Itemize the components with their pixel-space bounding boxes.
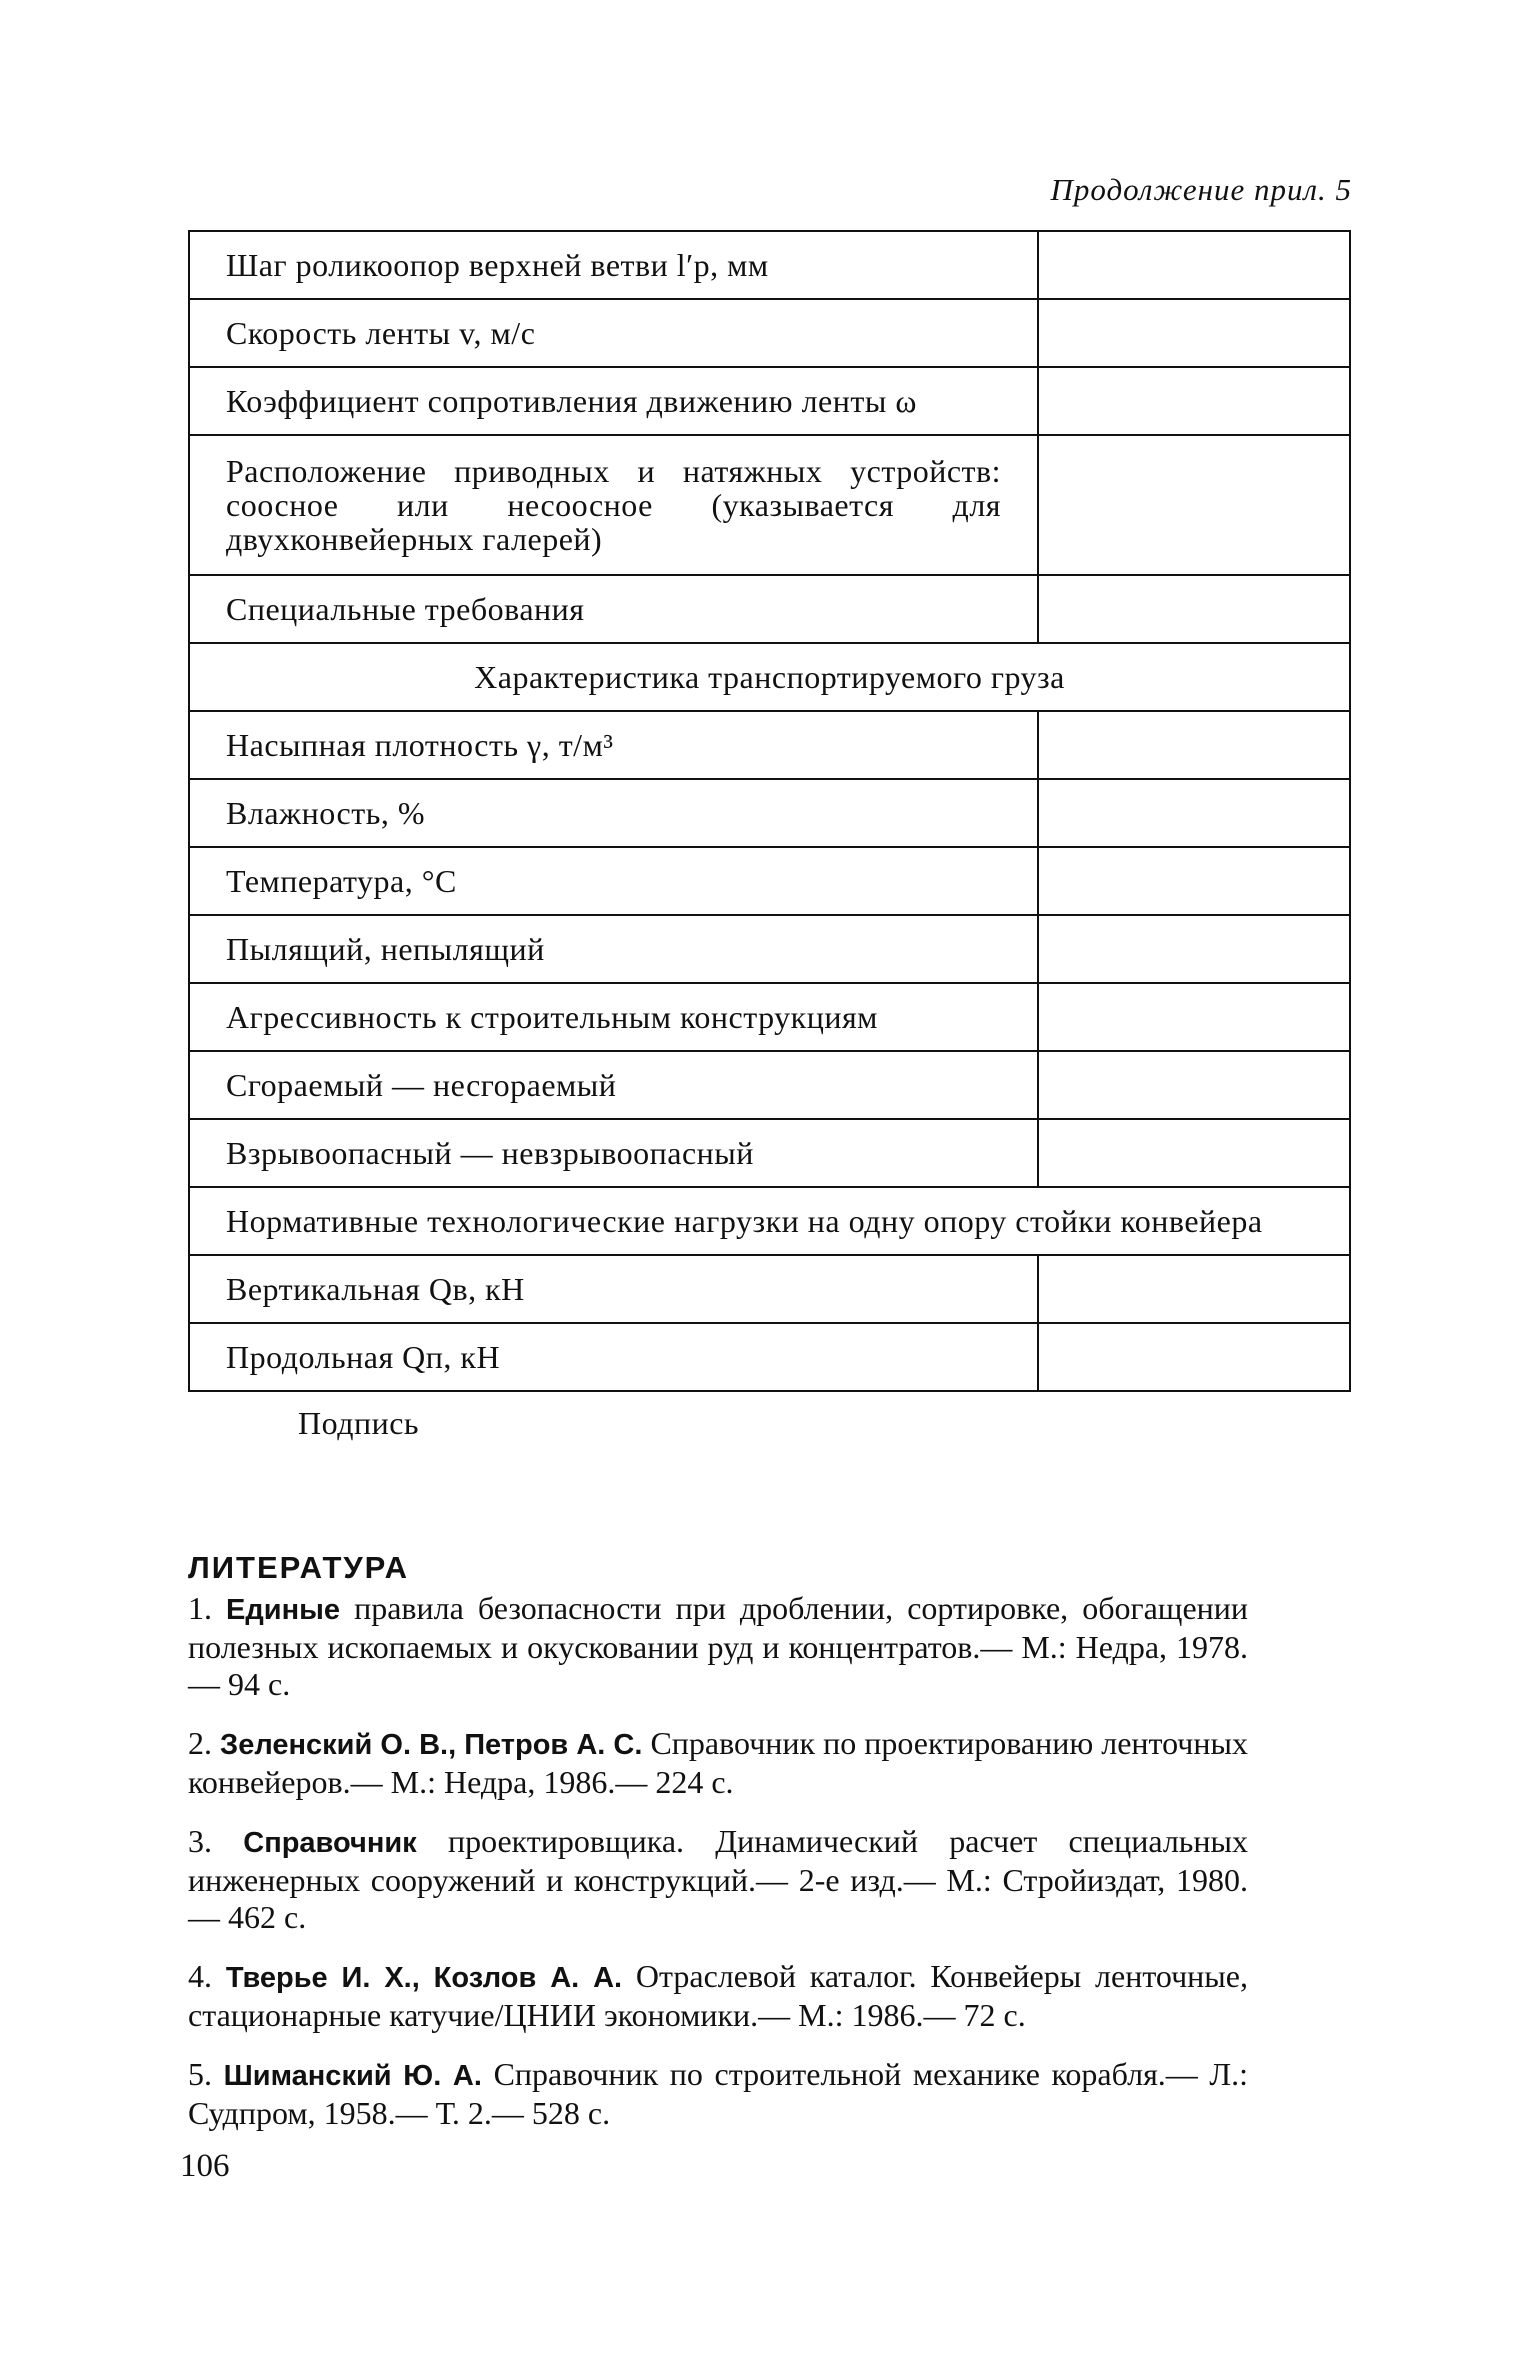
table-row [189,367,1350,435]
section-loads-title: Нормативные технологические нагрузки на одну опору стойки конвейера [189,1187,1350,1255]
ref-author: Шиманский Ю. А. [223,2060,482,2092]
value-cell[interactable] [1038,983,1350,1051]
table-row [189,915,1350,983]
row-label: Специальные требования [189,575,1038,643]
section-header-row [189,643,1350,711]
table-row [189,299,1350,367]
reference-item [188,1725,1248,1801]
row-label: Расположение приводных и натяжных устройств: соосное или несоосное (указывается для двухконвейерных галерей) [189,435,1038,575]
section-cargo-title: Характеристика транспортируемого груза [189,643,1350,711]
table-row [189,1255,1350,1323]
value-cell[interactable] [1038,1051,1350,1119]
row-label: Продольная Qп, кН [189,1323,1038,1391]
table-row [189,231,1350,299]
row-label: Вертикальная Qв, кН [189,1255,1038,1323]
value-cell[interactable] [1038,231,1350,299]
reference-item [188,1590,1248,1703]
row-label: Сгораемый — несгораемый [189,1051,1038,1119]
ref-text: проектировщика. Динамический расчет специальных инженерных сооружений и конструкций.— 2-е изд.— М.: Стройиздат, 1980.— 462 с. [188,1823,1249,1935]
row-label: Температура, °С [189,847,1038,915]
ref-number: 4. [188,1958,212,1994]
parameters-form-table [188,230,1351,1392]
ref-number: 2. [188,1725,212,1761]
value-cell[interactable] [1038,299,1350,367]
value-cell[interactable] [1038,435,1350,575]
ref-number: 5. [188,2056,212,2092]
ref-author: Единые [226,1594,341,1626]
ref-author: Справочник [243,1827,417,1859]
value-cell[interactable] [1038,711,1350,779]
row-label: Пылящий, непылящий [189,915,1038,983]
ref-text: Отраслевой каталог. Конвейеры ленточные, стационарные катучие/ЦНИИ экономики.— М.: 1986.— 72 с. [188,1958,1249,2033]
table-row [189,711,1350,779]
table-row [189,779,1350,847]
page-number: 106 [180,2148,230,2184]
value-cell[interactable] [1038,575,1350,643]
row-label: Шаг роликоопор верхней ветви l′р, мм [189,231,1038,299]
reference-item [188,1958,1248,2034]
value-cell[interactable] [1038,1119,1350,1187]
table-row [189,1119,1350,1187]
value-cell[interactable] [1038,1323,1350,1391]
reference-list [188,1590,1248,2154]
table-row [189,1051,1350,1119]
ref-text: Справочник по строительной механике корабля.— Л.: Судпром, 1958.— Т. 2.— 528 с. [188,2056,1249,2131]
row-label: Коэффициент сопротивления движению ленты ω [189,367,1038,435]
value-cell[interactable] [1038,915,1350,983]
ref-author: Тверье И. Х., Козлов А. А. [225,1962,623,1994]
table-row [189,435,1350,575]
row-label: Взрывоопасный — невзрывоопасный [189,1119,1038,1187]
ref-number: 3. [188,1823,212,1859]
continuation-header: Продолжение прил. 5 [1050,172,1352,207]
row-label: Агрессивность к строительным конструкциям [189,983,1038,1051]
reference-item [188,2056,1248,2132]
ref-text: Справочник по проектированию ленточных конвейеров.— М.: Недра, 1986.— 224 с. [188,1725,1249,1800]
table-row [189,1323,1350,1391]
row-label: Скорость ленты v, м/с [189,299,1038,367]
literature-heading: ЛИТЕРАТУРА [188,1550,410,1585]
table-row [189,983,1350,1051]
ref-text: правила безопасности при дроблении, сортировке, обогащении полезных ископаемых и окусковании руд и концентратов.— М.: Недра, 1978.— 94 с. [188,1590,1249,1702]
table-row [189,575,1350,643]
value-cell[interactable] [1038,367,1350,435]
row-label: Влажность, % [189,779,1038,847]
value-cell[interactable] [1038,847,1350,915]
reference-item [188,1823,1248,1936]
signature-label: Подпись [298,1405,420,1441]
table-row [189,847,1350,915]
ref-author: Зеленский О. В., Петров А. С. [220,1729,643,1761]
section-header-row [189,1187,1350,1255]
value-cell[interactable] [1038,779,1350,847]
ref-number: 1. [188,1590,212,1626]
value-cell[interactable] [1038,1255,1350,1323]
row-label: Насыпная плотность γ, т/м³ [189,711,1038,779]
